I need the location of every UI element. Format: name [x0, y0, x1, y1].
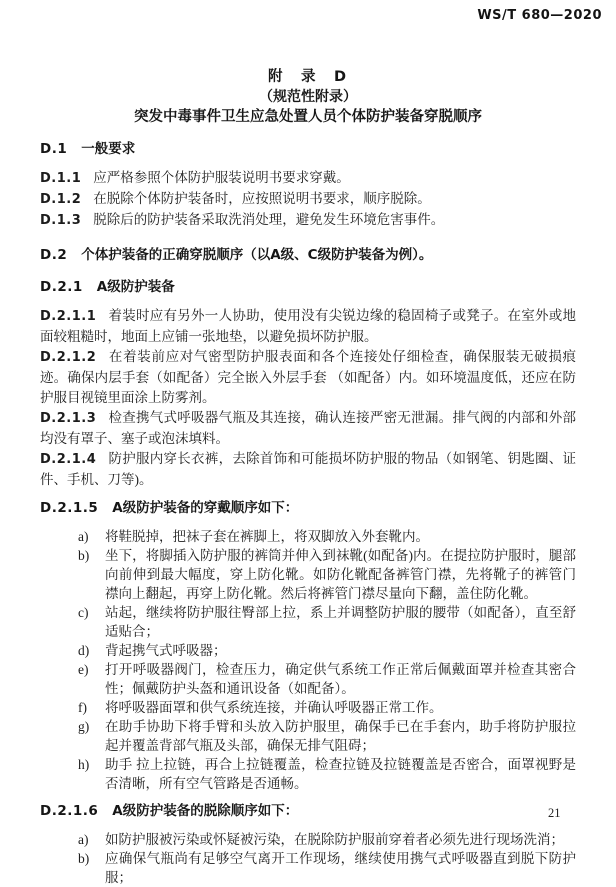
appendix-label: 附 录 D — [267, 69, 349, 85]
list-marker: b) — [78, 548, 90, 563]
clause-d2112 — [40, 347, 576, 408]
clause-d2114 — [40, 449, 576, 490]
section-number: D.2.1.6 — [40, 803, 99, 819]
list-text: 应确保气瓶尚有足够空气离开工作现场，继续使用携气式呼吸器直到脱下防护服； — [105, 851, 576, 885]
list-marker: h) — [78, 757, 90, 772]
list-marker: c) — [78, 605, 89, 620]
list-marker: g) — [78, 719, 90, 734]
list-item — [40, 603, 576, 641]
list-item — [40, 849, 576, 887]
list-text: 打开呼吸器阀门，检查压力，确定供气系统工作正常后佩戴面罩并检查其密合性；佩戴防护头盔和通讯设备（如配备）。 — [105, 662, 576, 696]
section-title: 一般要求 — [81, 141, 136, 157]
section-heading-d21 — [40, 277, 576, 297]
section-title: 个体护装备的正确穿脱顺序（以A级、C级防护装备为例）。 — [81, 247, 433, 263]
section-number: D.2 — [40, 247, 68, 263]
list-text: 将鞋脱掉，把袜子套在裤脚上，将双脚放入外套靴内。 — [105, 529, 429, 544]
appendix-title: 突发中毒事件卫生应急处置人员个体防护装备穿脱顺序 — [134, 109, 482, 125]
clause-text: 在脱除个体防护装备时，应按照说明书要求，顺序脱除。 — [93, 191, 431, 206]
clause-text: 防护服内穿长衣裤，去除首饰和可能损坏防护服的物品（如钢笔、钥匙圈、证件、手机、刀等)。 — [40, 451, 576, 487]
clause-d112 — [40, 189, 576, 210]
clause-text: 脱除后的防护装备采取洗消处理，避免发生环境危害事件。 — [93, 212, 445, 227]
clause-text: 应严格参照个体防护服装说明书要求穿戴。 — [93, 170, 350, 185]
section-heading-d2 — [40, 245, 576, 265]
list-item — [40, 527, 576, 546]
section-heading-d216 — [40, 801, 576, 821]
section-heading-d215 — [40, 498, 576, 518]
list-item — [40, 546, 576, 603]
section-title: A级防护装备 — [96, 279, 175, 295]
list-text: 在助手协助下将手臂和头放入防护服里，确保手已在手套内，助手将防护服拉起并覆盖背部气瓶及头部，确保无排气阻碍； — [105, 719, 576, 753]
list-item — [40, 830, 576, 849]
clause-text: 检查携气式呼吸器气瓶及其连接，确认连接严密无泄漏。排气阀的内部和外部均没有罩子、塞子或泡沫填料。 — [40, 410, 576, 446]
section-number: D.2.1 — [40, 279, 83, 295]
list-text: 如防护服被污染或怀疑被污染，在脱除防护服前穿着者必须先进行现场洗消； — [105, 832, 564, 847]
section-d21-clauses — [40, 306, 576, 490]
section-title: A级防护装备的脱除顺序如下： — [112, 803, 299, 819]
list-item — [40, 641, 576, 660]
clause-number: D.1.1 — [40, 171, 82, 186]
list-marker: d) — [78, 643, 90, 658]
list-marker: a) — [78, 529, 89, 544]
page-number: 21 — [548, 806, 561, 820]
section-d1-clauses — [40, 168, 576, 231]
section-number: D.1 — [40, 141, 68, 157]
section-heading-d1 — [40, 139, 576, 159]
list-marker: a) — [78, 832, 89, 847]
list-text: 助手 拉上拉链，再合上拉链覆盖，检查拉链及拉链覆盖是否密合，面罩视野是否清晰，所有空气管路是否通畅。 — [105, 757, 576, 791]
standard-number: WS/T 680—2020 — [477, 8, 602, 23]
list-marker: f) — [78, 700, 87, 715]
donning-order-list — [40, 527, 576, 793]
clause-number: D.1.2 — [40, 192, 82, 207]
list-item — [40, 698, 576, 717]
doffing-order-list — [40, 830, 576, 887]
clause-number: D.2.1.2 — [40, 350, 97, 365]
page-content — [0, 67, 616, 887]
list-marker: b) — [78, 851, 90, 866]
clause-d113 — [40, 210, 576, 231]
list-text: 背起携气式呼吸器； — [105, 643, 227, 658]
clause-number: D.2.1.3 — [40, 411, 97, 426]
list-text: 将呼吸器面罩和供气系统连接，并确认呼吸器正常工作。 — [105, 700, 443, 715]
clause-d2113 — [40, 408, 576, 449]
clause-d2111 — [40, 306, 576, 347]
clause-text: 着装时应有另外一人协助，使用没有尖锐边缘的稳固椅子或凳子。在室外或地面较粗糙时，地面上应铺一张地垫，以避免损坏防护服。 — [40, 308, 576, 344]
list-item — [40, 755, 576, 793]
list-text: 坐下，将脚插入防护服的裤筒并伸入到袜靴(如配备)内。在提拉防护服时，腿部向前伸到最大幅度，穿上防化靴。如防化靴配备裤管门襟，先将靴子的裤管门襟向上翻起，再穿上防化靴。然后将裤管门襟尽量向下翻，盖住防化靴。 — [105, 548, 576, 601]
list-marker: e) — [78, 662, 89, 677]
clause-number: D.2.1.1 — [40, 309, 97, 324]
clause-number: D.2.1.4 — [40, 452, 97, 467]
list-item — [40, 660, 576, 698]
section-title: A级防护装备的穿戴顺序如下： — [112, 500, 299, 516]
section-number: D.2.1.5 — [40, 500, 99, 516]
appendix-normative-note: （规范性附录） — [259, 89, 357, 105]
list-item — [40, 717, 576, 755]
clause-d111 — [40, 168, 576, 189]
appendix-heading-block — [40, 67, 576, 127]
clause-number: D.1.3 — [40, 213, 82, 228]
clause-text: 在着装前应对气密型防护服表面和各个连接处仔细检查，确保服装无破损痕迹。确保内层手套（如配备）完全嵌入外层手套 （如配备）内。如环境温度低，还应在防护服目视镜里面涂上防雾剂。 — [40, 349, 576, 405]
list-text: 站起，继续将防护服往臀部上拉，系上并调整防护服的腰带（如配备），直至舒适贴合； — [105, 605, 576, 639]
